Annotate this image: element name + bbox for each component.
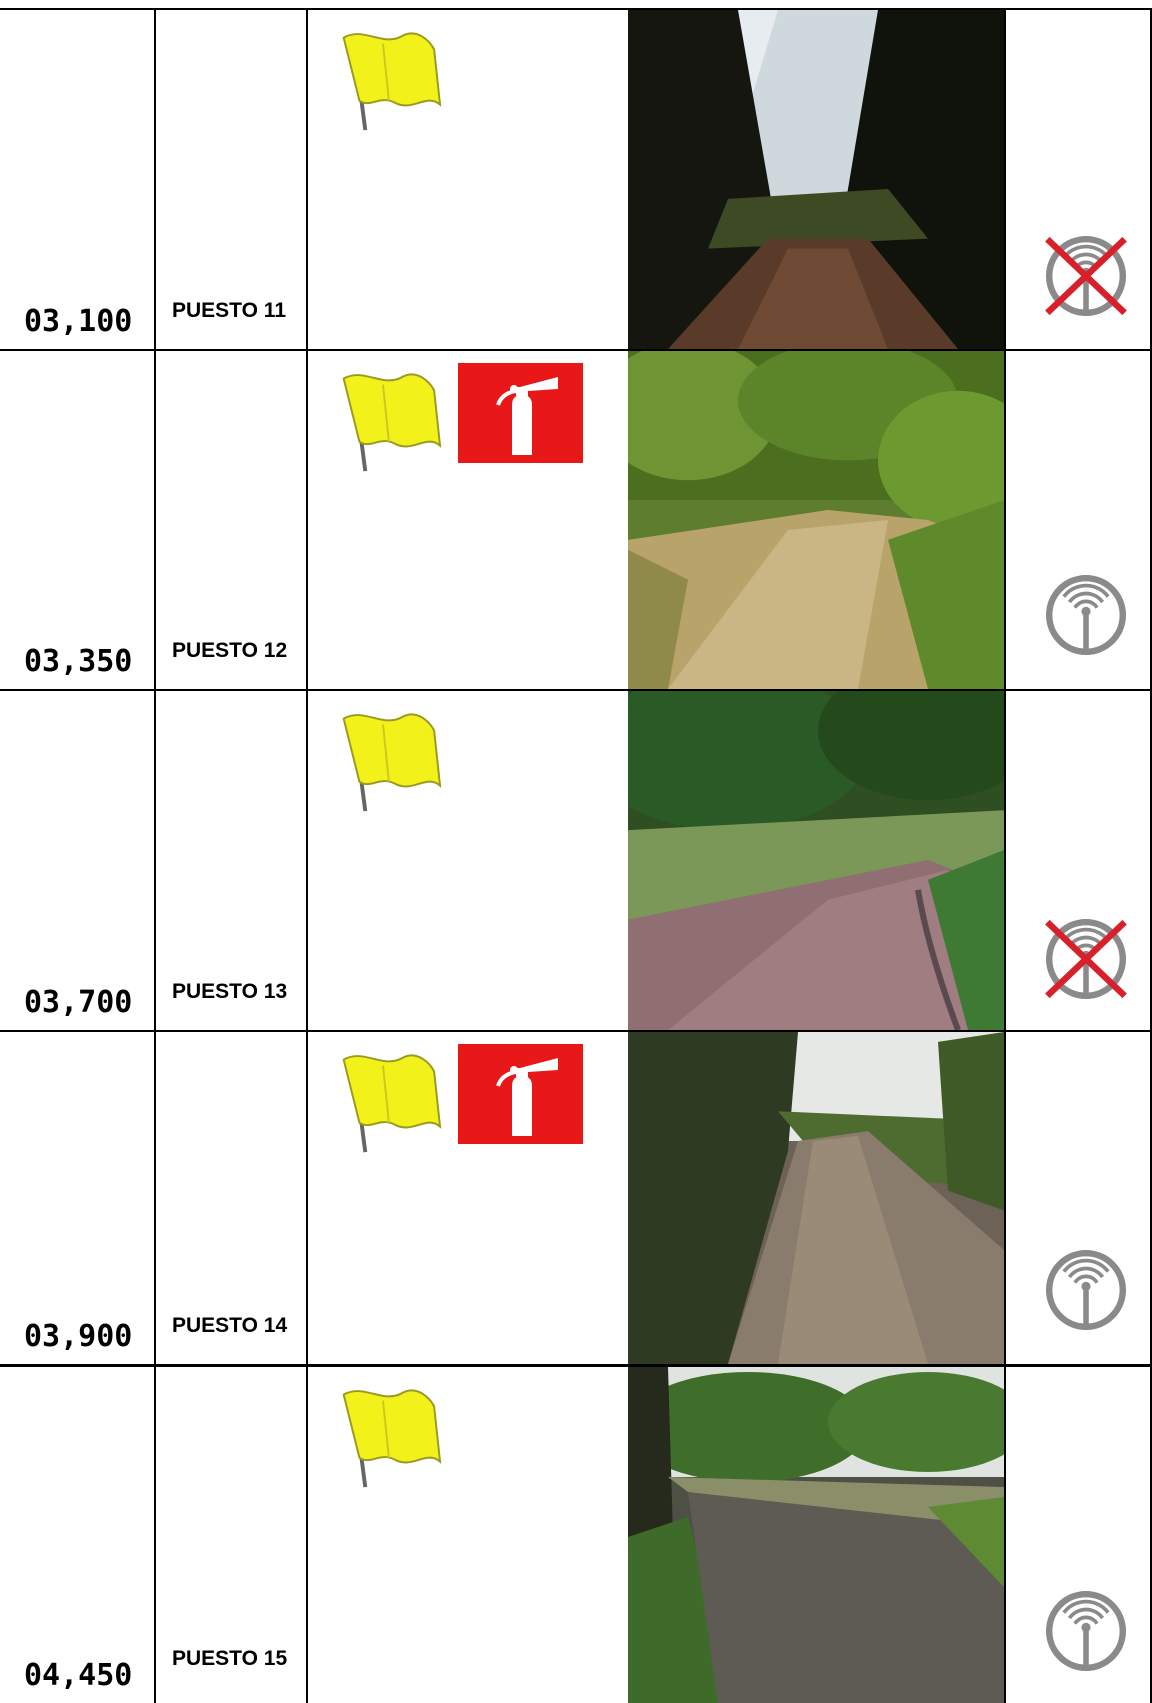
forest-track-image — [628, 10, 1004, 349]
gravel-road-image — [628, 1367, 1004, 1703]
icons-cell — [308, 691, 628, 1030]
table-row — [0, 351, 1152, 691]
signal-cell — [1004, 1367, 1152, 1703]
post-label: PUESTO 14 — [172, 1314, 288, 1337]
km-value: 04,450 — [24, 1658, 133, 1693]
no-signal-icon — [1040, 913, 1132, 1005]
icons-cell — [308, 351, 628, 689]
post-label: PUESTO 12 — [172, 639, 288, 662]
post-label: PUESTO 15 — [172, 1647, 288, 1670]
table-row — [0, 1032, 1152, 1367]
icons-cell — [308, 1367, 628, 1703]
km-value: 03,350 — [24, 644, 133, 679]
route-photo — [628, 691, 1004, 1030]
route-photo — [628, 1367, 1004, 1703]
km-value: 03,700 — [24, 985, 133, 1020]
yellow-flag-icon — [324, 1042, 442, 1160]
post-cell — [156, 691, 308, 1030]
route-photo — [628, 351, 1004, 689]
icons-cell — [308, 1032, 628, 1364]
reddish-road-image — [628, 691, 1004, 1030]
yellow-flag-icon — [324, 701, 442, 819]
dirt-road-bend-image — [628, 351, 1004, 689]
yellow-flag-icon — [324, 20, 442, 138]
km-cell — [0, 691, 156, 1030]
km-value: 03,100 — [24, 304, 133, 339]
signal-icon — [1040, 1244, 1132, 1336]
table-row — [0, 10, 1152, 351]
table-row — [0, 1367, 1152, 1703]
post-label: PUESTO 11 — [172, 299, 287, 322]
signal-cell — [1004, 351, 1152, 689]
signal-cell — [1004, 691, 1152, 1030]
signal-cell — [1004, 1032, 1152, 1364]
fire-extinguisher-icon — [458, 363, 583, 463]
yellow-flag-icon — [324, 1377, 442, 1495]
fire-extinguisher-icon — [458, 1044, 583, 1144]
route-photo — [628, 1032, 1004, 1364]
icons-cell — [308, 10, 628, 349]
post-label: PUESTO 13 — [172, 980, 288, 1003]
route-photo — [628, 10, 1004, 349]
post-cell — [156, 1367, 308, 1703]
km-cell — [0, 1367, 156, 1703]
signal-icon — [1040, 569, 1132, 661]
checkpoint-table — [0, 8, 1152, 1701]
yellow-flag-icon — [324, 361, 442, 479]
rocky-road-image — [628, 1032, 1004, 1364]
signal-icon — [1040, 1585, 1132, 1677]
signal-cell — [1004, 10, 1152, 349]
km-value: 03,900 — [24, 1319, 133, 1354]
km-cell — [0, 1032, 156, 1364]
post-cell — [156, 351, 308, 689]
no-signal-icon — [1040, 230, 1132, 322]
km-cell — [0, 351, 156, 689]
post-cell — [156, 1032, 308, 1364]
post-cell — [156, 10, 308, 349]
table-row — [0, 691, 1152, 1032]
km-cell — [0, 10, 156, 349]
